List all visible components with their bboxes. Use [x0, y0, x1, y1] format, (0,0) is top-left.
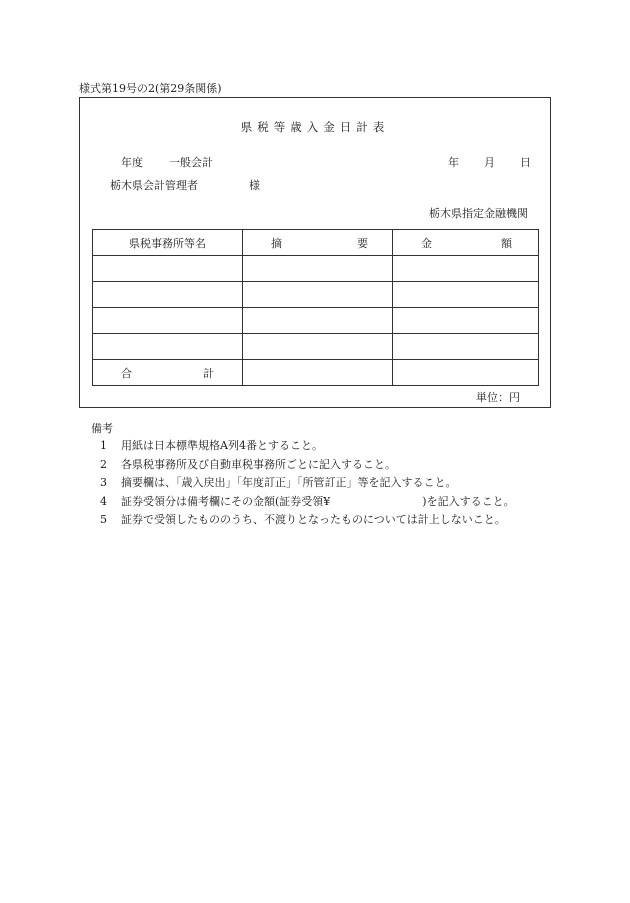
note-text: 用紙は日本標準規格A列4番とすること。: [121, 439, 323, 452]
summary-cell[interactable]: [243, 308, 393, 334]
office-cell[interactable]: [93, 308, 243, 334]
fiscal-year-label: 年度: [121, 156, 143, 169]
note-item: [100, 474, 515, 493]
office-cell[interactable]: [93, 282, 243, 308]
ledger-table: [92, 229, 539, 386]
form-frame: [79, 97, 551, 408]
note-blank-space: [330, 493, 422, 512]
note-text: 摘要欄は、「歳入戻出」「年度訂正」「所管訂正」等を記入すること。: [121, 476, 457, 489]
date-year-label: 年: [448, 156, 459, 169]
table-row: [93, 308, 539, 334]
header-amount-char1: 金: [421, 236, 432, 250]
note-text: 証券受領分は備考欄にその金額(証券受領¥: [121, 494, 331, 508]
amount-cell[interactable]: [393, 256, 539, 282]
header-summary: [243, 230, 393, 256]
table-header-row: [93, 230, 539, 256]
amount-cell[interactable]: [393, 334, 539, 360]
total-summary-cell[interactable]: [243, 360, 393, 386]
note-item: [100, 511, 515, 530]
note-number: 2: [100, 457, 107, 471]
total-label-char2: 計: [203, 366, 214, 380]
note-number: 4: [100, 494, 107, 508]
addressee-suffix: 様: [249, 179, 260, 192]
addressee-label: 栃木県会計管理者: [110, 179, 198, 192]
note-item: [100, 493, 515, 512]
table-row: [93, 282, 539, 308]
header-amount: [393, 230, 539, 256]
office-cell[interactable]: [93, 256, 243, 282]
account-label: 一般会計: [169, 156, 213, 169]
note-item: [100, 456, 515, 475]
table-row: [93, 256, 539, 282]
total-row: [93, 360, 539, 386]
header-amount-char2: 額: [501, 236, 512, 250]
note-number: 5: [100, 513, 107, 526]
amount-cell[interactable]: [393, 308, 539, 334]
amount-cell[interactable]: [393, 282, 539, 308]
date-day-label: 日: [520, 156, 531, 169]
form-title: 県税等歳入金日計表: [240, 120, 390, 134]
note-item: [100, 437, 515, 456]
note-text: 各県税事務所及び自動車税事務所ごとに記入すること。: [121, 457, 396, 471]
note-number: 1: [100, 439, 107, 452]
header-summary-char2: 要: [357, 236, 368, 250]
total-amount-cell[interactable]: [393, 360, 539, 386]
date-month-label: 月: [484, 156, 495, 169]
notes-list: [100, 437, 515, 530]
total-label-cell: [93, 360, 243, 386]
office-cell[interactable]: [93, 334, 243, 360]
note-text-end: )を記入すること。: [422, 494, 515, 508]
total-label-char1: 合: [121, 366, 132, 380]
unit-note: 単位：円: [476, 391, 520, 404]
summary-cell[interactable]: [243, 282, 393, 308]
summary-cell[interactable]: [243, 256, 393, 282]
notes-title: 備考: [91, 422, 113, 435]
table-row: [93, 334, 539, 360]
note-text: 証券で受領したもののうち、不渡りとなったものについては計上しないこと。: [121, 513, 506, 526]
header-office-name: 県税事務所等名: [93, 230, 243, 256]
header-summary-char1: 摘: [271, 236, 282, 250]
institution-label: 栃木県指定金融機関: [429, 207, 528, 220]
summary-cell[interactable]: [243, 334, 393, 360]
note-number: 3: [100, 476, 107, 489]
form-number-label: 様式第19号の2(第29条関係): [79, 82, 222, 95]
